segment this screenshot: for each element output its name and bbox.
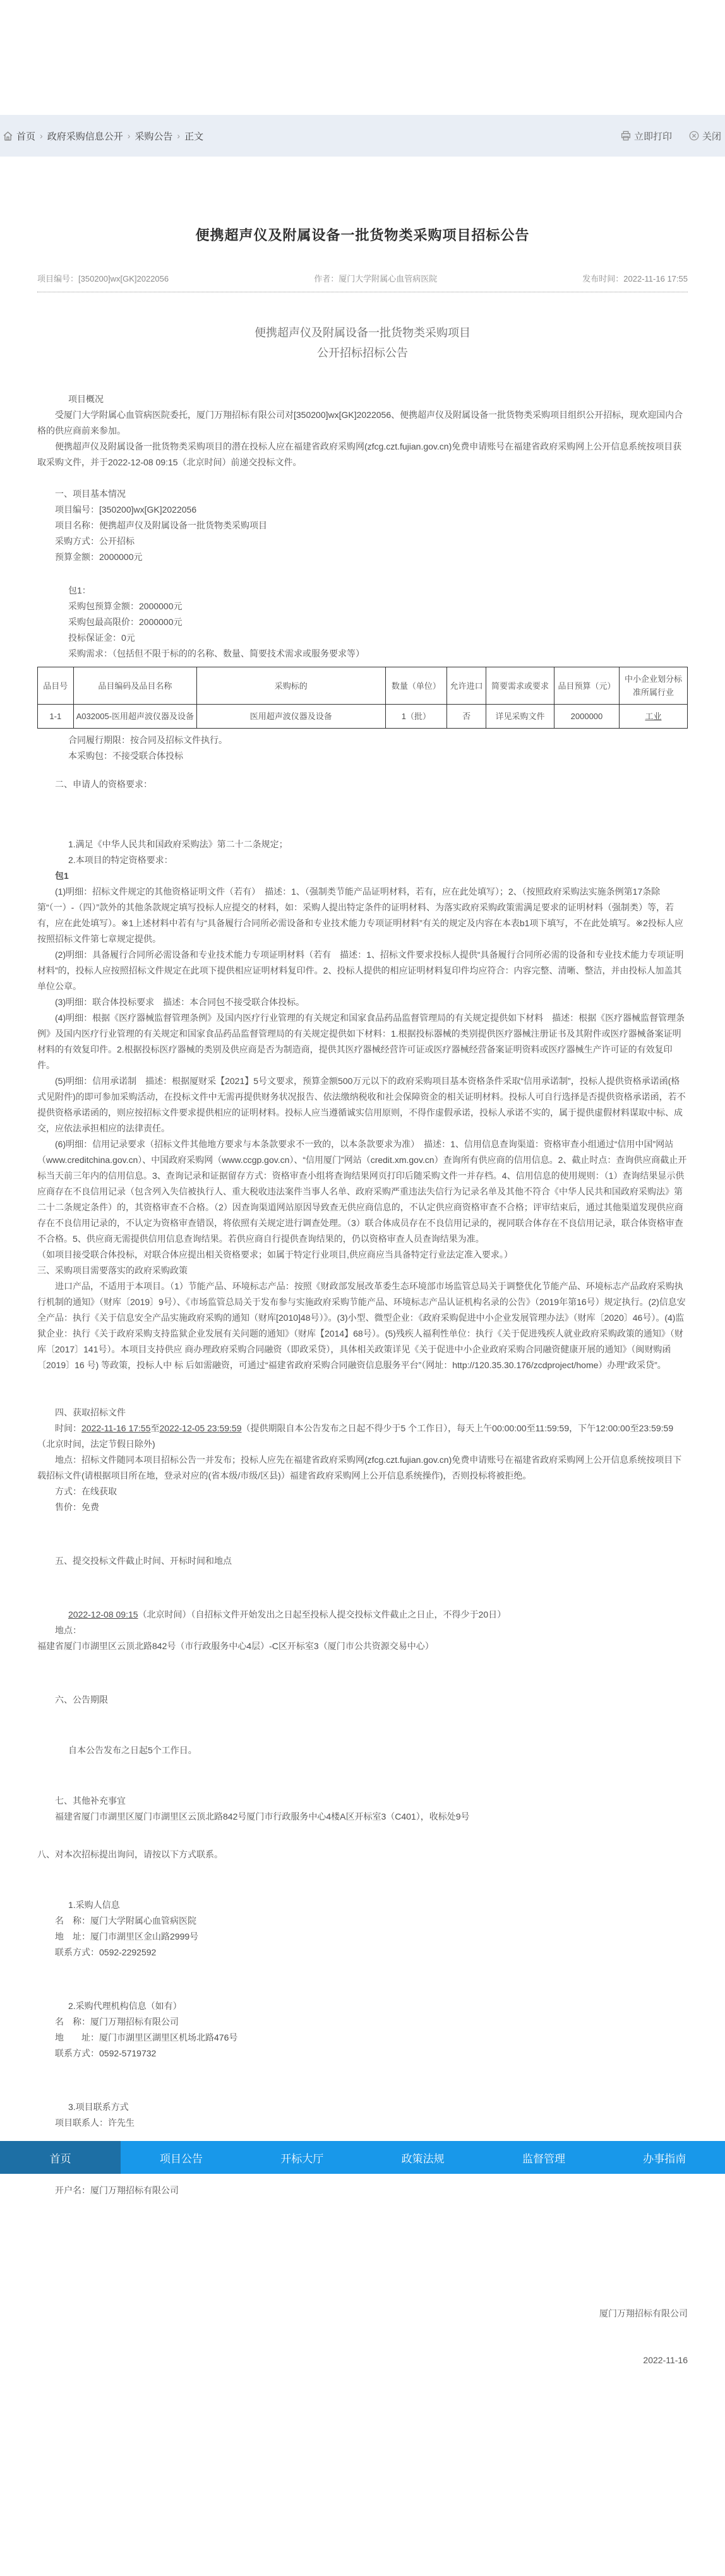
paragraph: 合同履行期限：按合同及招标文件执行。 — [68, 735, 227, 745]
table-header-cell: 允许进口 — [447, 667, 486, 705]
footer — [37, 2307, 688, 2376]
table-cell: 工业 — [619, 705, 687, 729]
paragraph: 地 址：厦门市湖里区金山路2999号 — [55, 1931, 199, 1941]
paragraph: 名 称：厦门大学附属心血管病医院 — [55, 1916, 196, 1926]
print-button-label: 立即打印 — [633, 131, 672, 142]
account-name-line: 开户名：厦门万翔招标有限公司 — [55, 2185, 179, 2195]
paragraph: 联系方式：0592-2292592 — [55, 1947, 157, 1957]
breadcrumb-bar — [0, 115, 725, 157]
paragraph: 项目概况 — [68, 394, 104, 404]
paragraph: 方式：在线获取 — [55, 1486, 117, 1496]
paragraph: 福建省厦门市湖里区厦门市湖里区云顶北路842号厦门市行政服务中心4楼A区开标室3（C401），收标处9号 — [55, 1811, 470, 1822]
breadcrumb-separator: › — [40, 131, 43, 141]
paragraph: 三、采购项目需要落实的政府采购政策 — [37, 1265, 188, 1275]
paragraph: 采购包预算金额：2000000元 — [68, 601, 183, 611]
doc-subtitle — [37, 323, 688, 363]
paragraph: 3.项目联系方式 — [68, 2102, 129, 2112]
table-cell: 2000000 — [554, 705, 620, 729]
paragraph: 包1 — [55, 871, 69, 881]
table-cell: 1（批） — [385, 705, 447, 729]
paragraph: 福建省厦门市湖里区云顶北路842号（市行政服务中心4层）-C区开标室3（厦门市公共资源交易中心） — [37, 1641, 434, 1651]
paragraph: 售价：免费 — [55, 1502, 99, 1512]
breadcrumb-actions — [620, 129, 721, 143]
paragraph: 2.本项目的特定资格要求： — [68, 855, 173, 865]
paragraph: (6)明细：信用记录要求（招标文件其他地方要求与本条款要求不一致的，以本条款要求为准） 描述：1、信用信息查询渠道：资格审查小组通过“信用中国”网站（www.creditchina.gov.cn）、中国政府采购网（www.ccgp.gov.cn）、“信用厦门”网站（credit.xm.gov.cn）查询所有供应商的信用信息。2、截止时点：查询供应商截止开标当天前三年内的信用信息。3、查询记录和证据留存方式：资格审查小组将查询结果网页打印后随采购文件一并存档。4、信用信息的使用规则：（1）查询结果显示供应商存在不良信用记录（包含列入失信被执行人、重大税收违法案件当事人名单、政府采购严重违法失信行为记录名单及其他不符合《中华人民共和国政府采购法》第二十二条规定条件）的，其资格审查不合格。（2）因查询渠道网站原因导致查无供应商信息的，不认定供应商资格审查不合格；评审结束后，通过其他渠道发现供应商存在不良信用记录的，不认定为资格审查错误，将依照有关规定进行调查处理。（3）联合体成员存在不良信用记录的，视同联合体存在不良信用记录，联合体资格审查不合格。5、供应商无需提供信用信息查询结果。若供应商自行提供查询结果的，仍以资格审查人员查询结果为准。 — [37, 1139, 687, 1244]
paragraph: 地点：招标文件随同本项目招标公告一并发布；投标人应先在福建省政府采购网(zfcg.czt.fujian.gov.cn)免费申请账号在福建省政府采购网上公开信息系统按项目下载招标文件(请根据项目所在地，登录对应的(省本级/市级/区县)）福建省政府采购网上公开信息系统操作)，否则投标将被拒绝。 — [37, 1455, 682, 1481]
paragraph: 预算金额：2000000元 — [55, 552, 143, 562]
doc-subtitle-line2: 公开招标招标公告 — [317, 347, 408, 359]
table-cell: 详见采购文件 — [486, 705, 554, 729]
top-spacer — [0, 0, 725, 115]
paragraph: 六、公告期限 — [55, 1695, 108, 1705]
article-content — [37, 391, 688, 2131]
close-button[interactable] — [688, 129, 721, 143]
page-title: 便携超声仪及附属设备一批货物类采购项目招标公告 — [195, 227, 530, 243]
article-meta — [37, 272, 688, 284]
paragraph: 七、其他补充事宜 — [55, 1796, 126, 1806]
breadcrumb-item-2[interactable]: 政府采购信息公开 — [47, 131, 123, 142]
nav-item-5[interactable]: 监督管理 — [522, 2152, 565, 2165]
paragraph: 2022-12-08 09:15（北京时间）（自招标文件开始发出之日起至投标人提交投标文件截止之日止，不得少于20日） — [68, 1609, 506, 1619]
paragraph: 1.采购人信息 — [68, 1900, 120, 1910]
meta-author: 作者：厦门大学附属心血管病医院 — [314, 274, 438, 283]
breadcrumb-item-3[interactable]: 采购公告 — [135, 131, 173, 142]
paragraph: 联系方式：0592-5719732 — [55, 2048, 157, 2058]
paragraph: 项目联系人：许先生 — [55, 2118, 135, 2128]
paragraph: 2.采购代理机构信息（如有） — [68, 2001, 182, 2011]
paragraph: (2)明细：具备履行合同所必需设备和专业技术能力专项证明材料（若有 描述：1、招标文件要求投标人提供“具备履行合同所必需的设备和专业技术能力专项证明材料”的，投标人应按照招标文件规定在此项下提供相应证明材料复印件。2、投标人提供的相应证明材料复印件均应符合：内容完整、清晰、整洁，并由投标人加盖其单位公章。 — [37, 950, 684, 991]
doc-subtitle-line1: 便携超声仪及附属设备一批货物类采购项目 — [255, 326, 470, 339]
table-header-cell: 数量（单位） — [385, 667, 447, 705]
paragraph: 四、获取招标文件 — [55, 1407, 126, 1417]
table-cell: 医用超声波仪器及设备 — [197, 705, 385, 729]
article — [37, 225, 688, 2131]
nav-item-1[interactable]: 首页 — [0, 2141, 121, 2174]
paragraph: 便携超声仪及附属设备一批货物类采购项目的潜在投标人应在福建省政府采购网(zfcg.czt.fujian.gov.cn)免费申请账号在福建省政府采购网上公开信息系统按项目获取采购文件，并于2022-12-08 09:15（北京时间）前递交投标文件。 — [37, 441, 682, 467]
nav-item-3[interactable]: 开标大厅 — [280, 2152, 324, 2165]
paragraph: 时间：2022-11-16 17:55至2022-12-05 23:59:59（提供期限自本公告发布之日起不得少于5 个工作日），每天上午00:00:00至11:59:59，下午12:00:00至23:59:59（北京时间，法定节假日除外) — [37, 1423, 674, 1449]
article-tail — [37, 2183, 688, 2376]
paragraph: (5)明细：信用承诺制 描述：根据厦财采【2021】5号文要求，预算金额500万元以下的政府采购项目基本资格条件采取“信用承诺制”，投标人提供资格承诺函(格式见附件)的即可参加采购活动，在投标文件中无需再提供财务状况报告、依法缴纳税收和社会保障资金的相关证明材料。投标人可自行选择是否提供资格承诺函，若不提供资格承诺函的，则应按招标文件要求提供相应的证明材料。投标人应当遵循诚实信用原则，不得作虚假承诺，投标人承诺不实的，属于提供虚假材料谋取中标、成交，应依法承担相应的法律责任。 — [37, 1076, 686, 1133]
table-header-cell: 品目号 — [38, 667, 74, 705]
table-header-cell: 品目编码及品目名称 — [73, 667, 197, 705]
table-cell: 否 — [447, 705, 486, 729]
paragraph: 八、对本次招标提出询问，请按以下方式联系。 — [37, 1849, 223, 1859]
close-icon — [688, 130, 700, 141]
bottom-nav — [0, 2141, 725, 2174]
items-table — [37, 667, 688, 729]
breadcrumb-separator: › — [177, 131, 181, 141]
paragraph: 1.满足《中华人民共和国政府采购法》第二十二条规定； — [68, 839, 288, 849]
breadcrumb-separator: › — [127, 131, 131, 141]
table-header-cell: 品目预算（元） — [554, 667, 620, 705]
breadcrumb — [16, 129, 203, 143]
meta-project-no: 项目编号：[350200]wx[GK]2022056 — [37, 274, 169, 283]
close-button-label: 关闭 — [702, 131, 721, 142]
paragraph: 采购需求：（包括但不限于标的的名称、数量、简要技术需求或服务要求等） — [68, 648, 364, 659]
breadcrumb-item-4: 正文 — [184, 131, 204, 142]
paragraph: (1)明细：招标文件规定的其他资格证明文件（若有） 描述：1、（强制类节能产品证明材料，若有，应在此处填写）；2、（按照政府采购法实施条例第17条除第“（一）-（四）”款外的其他条款规定填写投标人应提交的材料，如：采购人提出特定条件的证明材料、为落实政府采购政策需满足要求的证明材料（强制类）等，若有，应在此处填写）。※1上述材料中若有与“具备履行合同所必需设备和专业技术能力专项证明材料”有关的规定及内容在本表b1项下填写，不在此处填写。※2投标人应按照招标文件第七章规定提供。 — [37, 886, 683, 944]
paragraph: 采购方式：公开招标 — [55, 536, 135, 546]
paragraph: 投标保证金：0元 — [68, 633, 135, 643]
paragraph: 进口产品，不适用于本项目。（1）节能产品、环境标志产品：按照《财政部发展改革委生态环境部市场监管总局关于调整优化节能产品、环境标志产品政府采购执行机制的通知》（财库〔2019〕9号）、《市场监管总局关于发布参与实施政府采购节能产品、环境标志产品认证机构名录的公告》（2019年第16号）规定执行。(2)信息安全产品：执行《关于信息安全产品实施政府采购的通知（财库[2010]48号）》。(3)小型、微型企业：《政府采购促进中小企业发展管理办法》（财库〔2020〕46号）。(4)监狱企业：执行《关于政府采购支持监狱企业发展有关问题的通知》（财库【2014】68号）。(5)残疾人福利性单位：执行《关于促进残疾人就业政府采购政策的通知》（财库〔2017〕141号）。本项目支持供应 商办理政府采购合同融资（即政采贷），具体相关政策详见《关于促进中小企业政府采购合同融资健康开展的通知》（闽财购函〔2019〕16 号) 等政策，投标人中 标 后如需融资，可通过“福建省政府采购合同融资信息服务平台”（网址：http://120.35.30.176/zcdproject/home）办理“政采贷”。 — [37, 1281, 686, 1370]
paragraph: 名 称：厦门万翔招标有限公司 — [55, 2017, 179, 2027]
paragraph: 包1： — [68, 585, 91, 595]
table-header-cell: 采购标的 — [197, 667, 385, 705]
paragraph: 地点： — [55, 1625, 81, 1635]
nav-item-4[interactable]: 政策法规 — [401, 2152, 445, 2165]
paragraph: 二、申请人的资格要求： — [55, 779, 152, 789]
table-header-cell: 简要需求或要求 — [486, 667, 554, 705]
table-row — [38, 705, 688, 729]
paragraph: （如项目接受联合体投标，对联合体应提出相关资格要求；如属于特定行业项目,供应商应当具备特定行业法定准入要求。） — [37, 1249, 513, 1260]
paragraph: 五、提交投标文件截止时间、开标时间和地点 — [55, 1556, 232, 1566]
breadcrumb-item-1[interactable]: 首页 — [16, 131, 36, 142]
home-icon — [3, 131, 13, 141]
table-cell: 1-1 — [38, 705, 74, 729]
paragraph: 项目名称：便携超声仪及附属设备一批货物类采购项目 — [55, 520, 267, 530]
table-cell: A032005-医用超声波仪器及设备 — [73, 705, 197, 729]
nav-item-2[interactable]: 项目公告 — [159, 2152, 203, 2165]
paragraph: 一、项目基本情况 — [55, 489, 126, 499]
paragraph: 本采购包：不接受联合体投标 — [68, 751, 183, 761]
print-button[interactable] — [620, 129, 672, 143]
footer-date: 2022-11-16 — [643, 2355, 688, 2365]
footer-company: 厦门万翔招标有限公司 — [599, 2308, 688, 2318]
paragraph: 项目编号：[350200]wx[GK]2022056 — [55, 504, 197, 515]
paragraph: 受厦门大学附属心血管病医院委托，厦门万翔招标有限公司对[350200]wx[GK]2022056、便携超声仪及附属设备一批货物类采购项目组织公开招标，现欢迎国内合格的供应商前来参加。 — [37, 410, 683, 436]
paragraph: 自本公告发布之日起5个工作日。 — [68, 1745, 197, 1755]
paragraph: (4)明细：根据《医疗器械监督管理条例》及国内医疗行业管理的有关规定和国家食品药品监督管理局的有关规定提供如下材料 描述：根据《医疗器械监督管理条例》及国内医疗行业管理的有关规定和国家食品药品监督管理局的有关规定提供如下材料：1.根据投标器械的类别提供医疗器械注册证书及其附件或医疗器械备案证明材料的有效复印件。2.根据投标医疗器械的类别及供应商是否为制造商，提供其医疗器械经营许可证或医疗器械经营备案证明资料或医疗器械生产许可证的有效复印件。 — [37, 1013, 685, 1070]
meta-publish-time: 发布时间：2022-11-16 17:55 — [582, 274, 688, 283]
print-icon — [620, 130, 632, 141]
paragraph: 地 址：厦门市湖里区湖里区机场北路476号 — [55, 2032, 238, 2042]
nav-item-6[interactable]: 办事指南 — [643, 2152, 686, 2165]
table-header-cell: 中小企业划分标准所属行业 — [619, 667, 687, 705]
paragraph: 采购包最高限价：2000000元 — [68, 617, 183, 627]
paragraph: (3)明细：联合体投标要求 描述：本合同包不接受联合体投标。 — [55, 997, 305, 1007]
